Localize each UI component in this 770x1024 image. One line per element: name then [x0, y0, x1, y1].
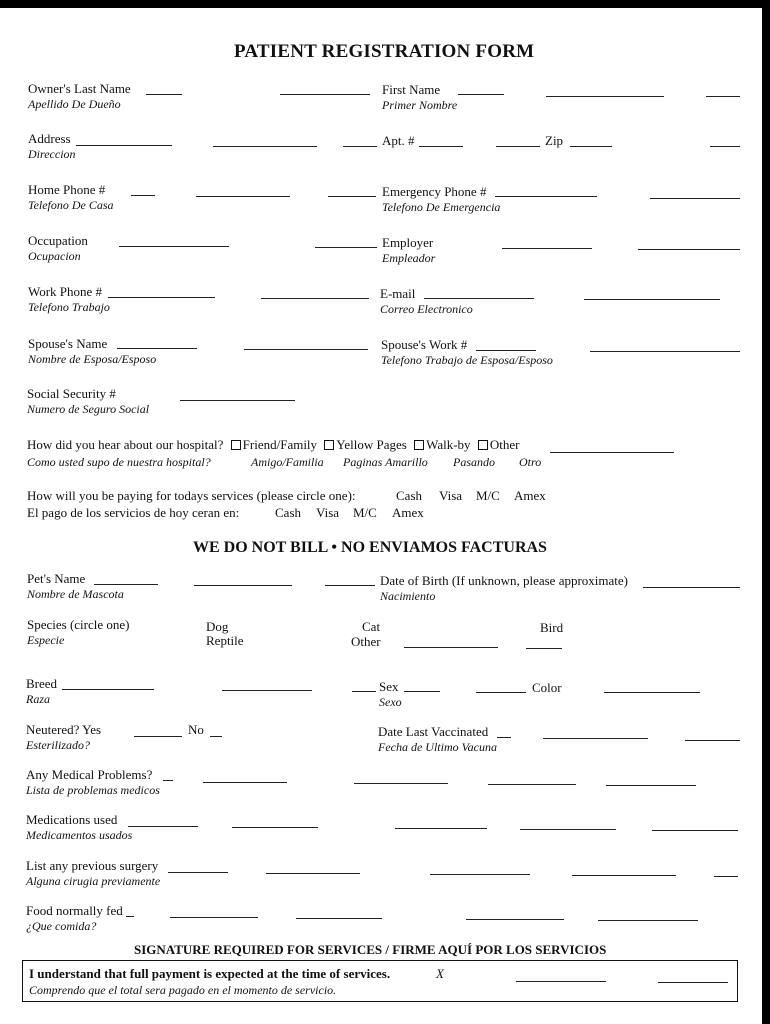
owner-last-name-label: Owner's Last Name [28, 81, 131, 96]
zip-field-2[interactable] [710, 146, 740, 147]
ssn-label-es: Numero de Seguro Social [27, 402, 150, 416]
species-option-other[interactable]: Other [351, 634, 381, 649]
scan-edge-top [0, 0, 770, 8]
payment-option-es-cash[interactable]: Cash [275, 505, 301, 520]
surgery-label-es: Alguna cirugia previamente [26, 874, 161, 888]
vaccinated-label: Date Last Vaccinated [378, 724, 489, 739]
vaccinated-label-es: Fecha de Ultimo Vacuna [378, 740, 497, 754]
spouse-work-label-es: Telefono Trabajo de Esposa/Esposo [381, 353, 553, 367]
ssn-field[interactable] [180, 400, 295, 401]
neutered-yes-field[interactable] [134, 736, 182, 737]
medical-field-4[interactable] [488, 784, 576, 785]
spouse-name-label-es: Nombre de Esposa/Esposo [28, 352, 157, 366]
signature-statement-es: Comprendo que el total sera pagado en el momento de servicio. [29, 983, 337, 997]
signature-field-2[interactable] [658, 982, 728, 983]
spouse-work-field[interactable] [476, 350, 536, 351]
employer-label-es: Empleador [382, 251, 436, 265]
payment-option-es-visa[interactable]: Visa [316, 505, 340, 520]
medical-label: Any Medical Problems? [26, 767, 153, 782]
payment-option-cash[interactable]: Cash [396, 488, 422, 503]
surgery-field-5[interactable] [714, 876, 738, 877]
hear-option-other: Other [489, 437, 520, 452]
neutered-label-es: Esterilizado? [26, 738, 91, 752]
medical-field-3[interactable] [354, 783, 448, 784]
medical-field-5[interactable] [606, 785, 696, 786]
email-field-2[interactable] [584, 299, 720, 300]
owner-last-name-field-2[interactable] [280, 94, 370, 95]
address-label: Address [28, 131, 71, 146]
species-label-es: Especie [27, 633, 65, 647]
work-phone-label-es: Telefono Trabajo [28, 300, 110, 314]
breed-field[interactable] [62, 689, 154, 690]
signature-heading: SIGNATURE REQUIRED FOR SERVICES / FIRME AQUÍ POR LOS SERVICIOS [134, 942, 607, 957]
first-name-label: First Name [382, 82, 441, 97]
sex-field[interactable] [404, 691, 440, 692]
spouse-work-label: Spouse's Work # [381, 337, 468, 352]
ssn-label: Social Security # [27, 386, 116, 401]
home-phone-label: Home Phone # [28, 182, 106, 197]
home-phone-field[interactable] [131, 195, 155, 196]
medications-field-3[interactable] [395, 828, 487, 829]
surgery-field-4[interactable] [572, 875, 676, 876]
breed-label: Breed [26, 676, 58, 691]
owner-last-name-label-es: Apellido De Dueño [28, 97, 121, 111]
spouse-name-field[interactable] [117, 348, 197, 349]
medications-label-es: Medicamentos usados [26, 828, 133, 842]
medical-field-2[interactable] [203, 782, 287, 783]
work-phone-label: Work Phone # [28, 284, 103, 299]
payment-option-es-mc[interactable]: M/C [353, 505, 377, 520]
zip-field[interactable] [570, 146, 612, 147]
apt-field-2[interactable] [496, 146, 540, 147]
no-bill-heading: WE DO NOT BILL • NO ENVIAMOS FACTURAS [193, 539, 547, 556]
neutered-no-label: No [188, 722, 204, 737]
species-other-field[interactable] [404, 647, 498, 648]
dob-field[interactable] [643, 587, 740, 588]
signature-mark: X [436, 966, 444, 981]
color-field[interactable] [604, 692, 700, 693]
species-label: Species (circle one) [27, 617, 130, 632]
medical-field[interactable] [163, 780, 173, 781]
signature-field[interactable] [516, 981, 606, 982]
surgery-field-3[interactable] [430, 874, 530, 875]
dob-label: Date of Birth (If unknown, please approximate) [380, 573, 629, 588]
surgery-field[interactable] [168, 872, 228, 873]
zip-label: Zip [545, 133, 564, 148]
first-name-field-3[interactable] [706, 96, 740, 97]
food-field-4[interactable] [466, 919, 564, 920]
hear-option-yellow-pages: Yellow Pages [336, 437, 407, 452]
neutered-no-field[interactable] [210, 736, 222, 737]
emergency-phone-label-es: Telefono De Emergencia [382, 200, 501, 214]
home-phone-field-2[interactable] [196, 196, 290, 197]
apt-field[interactable] [419, 146, 463, 147]
breed-label-es: Raza [26, 692, 50, 706]
pet-name-label-es: Nombre de Mascota [27, 587, 124, 601]
email-label: E-mail [380, 286, 416, 301]
hear-option-friend-family: Friend/Family [242, 437, 318, 452]
neutered-label: Neutered? Yes [26, 722, 102, 737]
signature-statement: I understand that full payment is expected at the time of services. [29, 966, 391, 981]
vaccinated-field-2[interactable] [543, 738, 648, 739]
hear-question [27, 437, 519, 452]
occupation-field[interactable] [119, 246, 229, 247]
food-label-es: ¿Que comida? [26, 919, 97, 933]
color-label: Color [532, 680, 562, 695]
first-name-label-es: Primer Nombre [382, 98, 458, 112]
species-option-reptile[interactable]: Reptile [206, 633, 244, 648]
checkbox-other[interactable] [478, 440, 488, 450]
pet-name-field[interactable] [94, 584, 158, 585]
food-field-3[interactable] [296, 918, 382, 919]
scan-edge-right [762, 0, 770, 1024]
form-title: PATIENT REGISTRATION FORM [234, 41, 535, 62]
employer-field[interactable] [502, 248, 592, 249]
sex-label: Sex [379, 679, 399, 694]
checkbox-friend-family[interactable] [231, 440, 241, 450]
dob-label-es: Nacimiento [380, 589, 436, 603]
vaccinated-field[interactable] [497, 737, 511, 738]
home-phone-label-es: Telefono De Casa [28, 198, 114, 212]
emergency-phone-field[interactable] [495, 196, 597, 197]
emergency-phone-field-2[interactable] [650, 198, 740, 199]
occupation-field-2[interactable] [315, 247, 377, 248]
first-name-field[interactable] [458, 94, 504, 95]
species-option-cat[interactable]: Cat [362, 619, 381, 634]
food-label: Food normally fed [26, 903, 123, 918]
vaccinated-field-3[interactable] [685, 740, 740, 741]
home-phone-field-3[interactable] [328, 196, 376, 197]
hear-question-text: How did you hear about our hospital? [27, 437, 224, 452]
species-option-dog[interactable]: Dog [206, 619, 229, 634]
spouse-work-field-2[interactable] [590, 351, 740, 352]
email-label-es: Correo Electronico [380, 302, 473, 316]
surgery-field-2[interactable] [266, 873, 360, 874]
medical-label-es: Lista de problemas medicos [26, 783, 160, 797]
payment-question: How will you be paying for todays services (please circle one): [27, 488, 356, 503]
checkbox-walk-by[interactable] [414, 440, 424, 450]
hear-option-es-4: Otro [519, 455, 542, 469]
pet-name-field-2[interactable] [194, 585, 292, 586]
surgery-label: List any previous surgery [26, 858, 159, 873]
email-field[interactable] [424, 298, 534, 299]
work-phone-field[interactable] [108, 297, 215, 298]
employer-field-2[interactable] [638, 249, 740, 250]
medications-field-4[interactable] [520, 829, 616, 830]
owner-last-name-field[interactable] [146, 94, 182, 95]
food-field[interactable] [126, 916, 134, 917]
first-name-field-2[interactable] [546, 96, 664, 97]
hear-other-field[interactable] [550, 452, 674, 453]
hear-option-es-2: Paginas Amarillo [343, 455, 428, 469]
hear-option-walk-by: Walk-by [426, 437, 471, 452]
occupation-label: Occupation [28, 233, 88, 248]
apt-label: Apt. # [382, 133, 415, 148]
payment-option-amex[interactable]: Amex [514, 488, 546, 503]
payment-option-visa[interactable]: Visa [439, 488, 463, 503]
employer-label: Employer [382, 235, 434, 250]
medications-label: Medications used [26, 812, 118, 827]
address-field[interactable] [76, 145, 172, 146]
food-field-5[interactable] [598, 920, 698, 921]
payment-option-es-amex[interactable]: Amex [392, 505, 424, 520]
emergency-phone-label: Emergency Phone # [382, 184, 487, 199]
species-other-field-2[interactable] [526, 648, 562, 649]
occupation-label-es: Ocupacion [28, 249, 81, 263]
address-field-2[interactable] [213, 146, 317, 147]
hear-option-es-3: Pasando [453, 455, 495, 469]
spouse-name-field-2[interactable] [244, 349, 368, 350]
checkbox-yellow-pages[interactable] [324, 440, 334, 450]
food-field-2[interactable] [170, 917, 258, 918]
species-option-bird[interactable]: Bird [540, 620, 564, 635]
pet-name-field-3[interactable] [325, 585, 375, 586]
medications-field-2[interactable] [232, 827, 318, 828]
sex-field-2[interactable] [476, 692, 526, 693]
spouse-name-label: Spouse's Name [28, 336, 108, 351]
payment-question-es: El pago de los servicios de hoy ceran en: [27, 505, 240, 520]
breed-field-2[interactable] [222, 690, 312, 691]
pet-name-label: Pet's Name [27, 571, 86, 586]
work-phone-field-2[interactable] [261, 298, 369, 299]
address-field-3[interactable] [343, 146, 377, 147]
payment-option-mc[interactable]: M/C [476, 488, 500, 503]
medications-field[interactable] [128, 826, 198, 827]
address-label-es: Direccion [28, 147, 76, 161]
medications-field-5[interactable] [652, 830, 738, 831]
sex-label-es: Sexo [379, 695, 402, 709]
hear-option-es-1: Amigo/Familia [251, 455, 324, 469]
hear-question-es: Como usted supo de nuestra hospital? [27, 455, 211, 469]
breed-field-3[interactable] [352, 691, 376, 692]
